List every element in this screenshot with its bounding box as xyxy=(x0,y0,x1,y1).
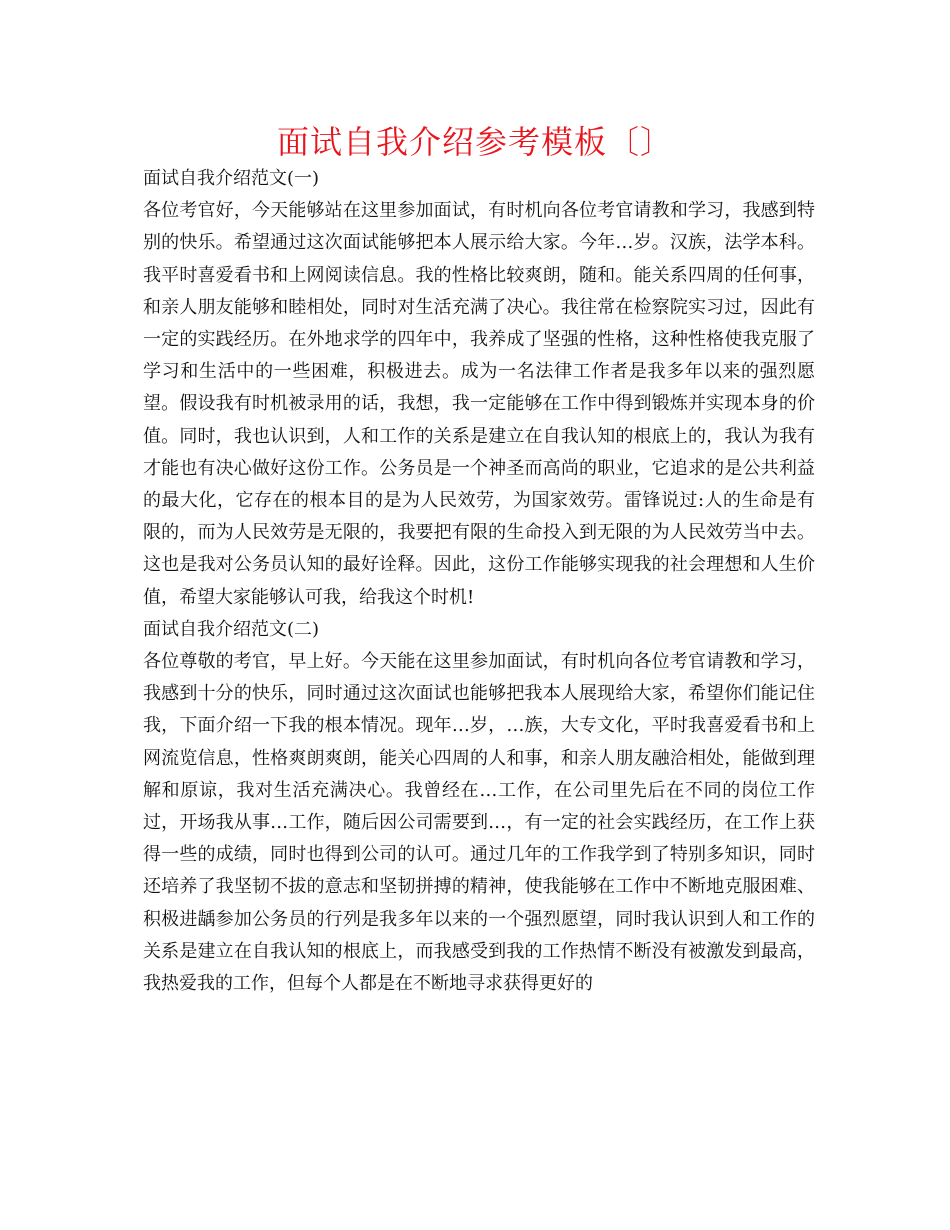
section-paragraph-1: 各位考官好，今天能够站在这里参加面试，有时机向各位考官请教和学习，我感到特别的快乐。希望通过这次面试能够把本人展示给大家。今年…岁。汉族，法学本科。我平时喜爱看书和上网阅读信息。我的性格比较爽朗，随和。能关系四周的任何事，和亲人朋友能够和睦相处，同时对生活充满了决心。我往常在检察院实习过，因此有一定的实践经历。在外地求学的四年中，我养成了坚强的性格，这种性格使我克服了学习和生活中的一些困难，积极进去。成为一名法律工作者是我多年以来的强烈愿望。假设我有时机被录用的话，我想，我一定能够在工作中得到锻炼并实现本身的价值。同时，我也认识到，人和工作的关系是建立在自我认知的根底上的，我认为我有才能也有决心做好这份工作。公务员是一个神圣而高尚的职业，它追求的是公共利益的最大化，它存在的根本目的是为人民效劳，为国家效劳。雷锋说过:人的生命是有限的，而为人民效劳是无限的，我要把有限的生命投入到无限的为人民效劳当中去。这也是我对公务员认知的最好诠释。因此，这份工作能够实现我的社会理想和人生价值，希望大家能够认可我，给我这个时机! xyxy=(143,200,815,608)
document-title: 面试自我介绍参考模板〔〕 xyxy=(276,123,673,161)
section-heading-1: 面试自我介绍范文(一) xyxy=(143,168,320,189)
section-paragraph-2: 各位尊敬的考官，早上好。今天能在这里参加面试，有时机向各位考官请教和学习，我感到十分的快乐，同时通过这次面试也能够把我本人展现给大家，希望你们能记住我，下面介绍一下我的根本情况。现年…岁，…族，大专文化，平时我喜爱看书和上网流览信息，性格爽朗爽朗，能关心四周的人和事，和亲人朋友融洽相处，能做到理解和原谅，我对生活充满决心。我曾经在…工作，在公司里先后在不同的岗位工作过，开场我从事…工作，随后因公司需要到…，有一定的社会实践经历，在工作上获得一些的成绩，同时也得到公司的认可。通过几年的工作我学到了特别多知识，同时还培养了我坚韧不拔的意志和坚韧拼搏的精神，使我能够在工作中不断地克服困难、积极进龋参加公务员的行列是我多年以来的一个强烈愿望，同时我认识到人和工作的关系是建立在自我认知的根底上，而我感受到我的工作热情不断没有被激发到最高，我热爱我的工作，但每个人都是在不断地寻求获得更好的 xyxy=(143,651,815,995)
section-heading-2: 面试自我介绍范文(二) xyxy=(143,618,320,640)
document-body xyxy=(143,163,815,1000)
